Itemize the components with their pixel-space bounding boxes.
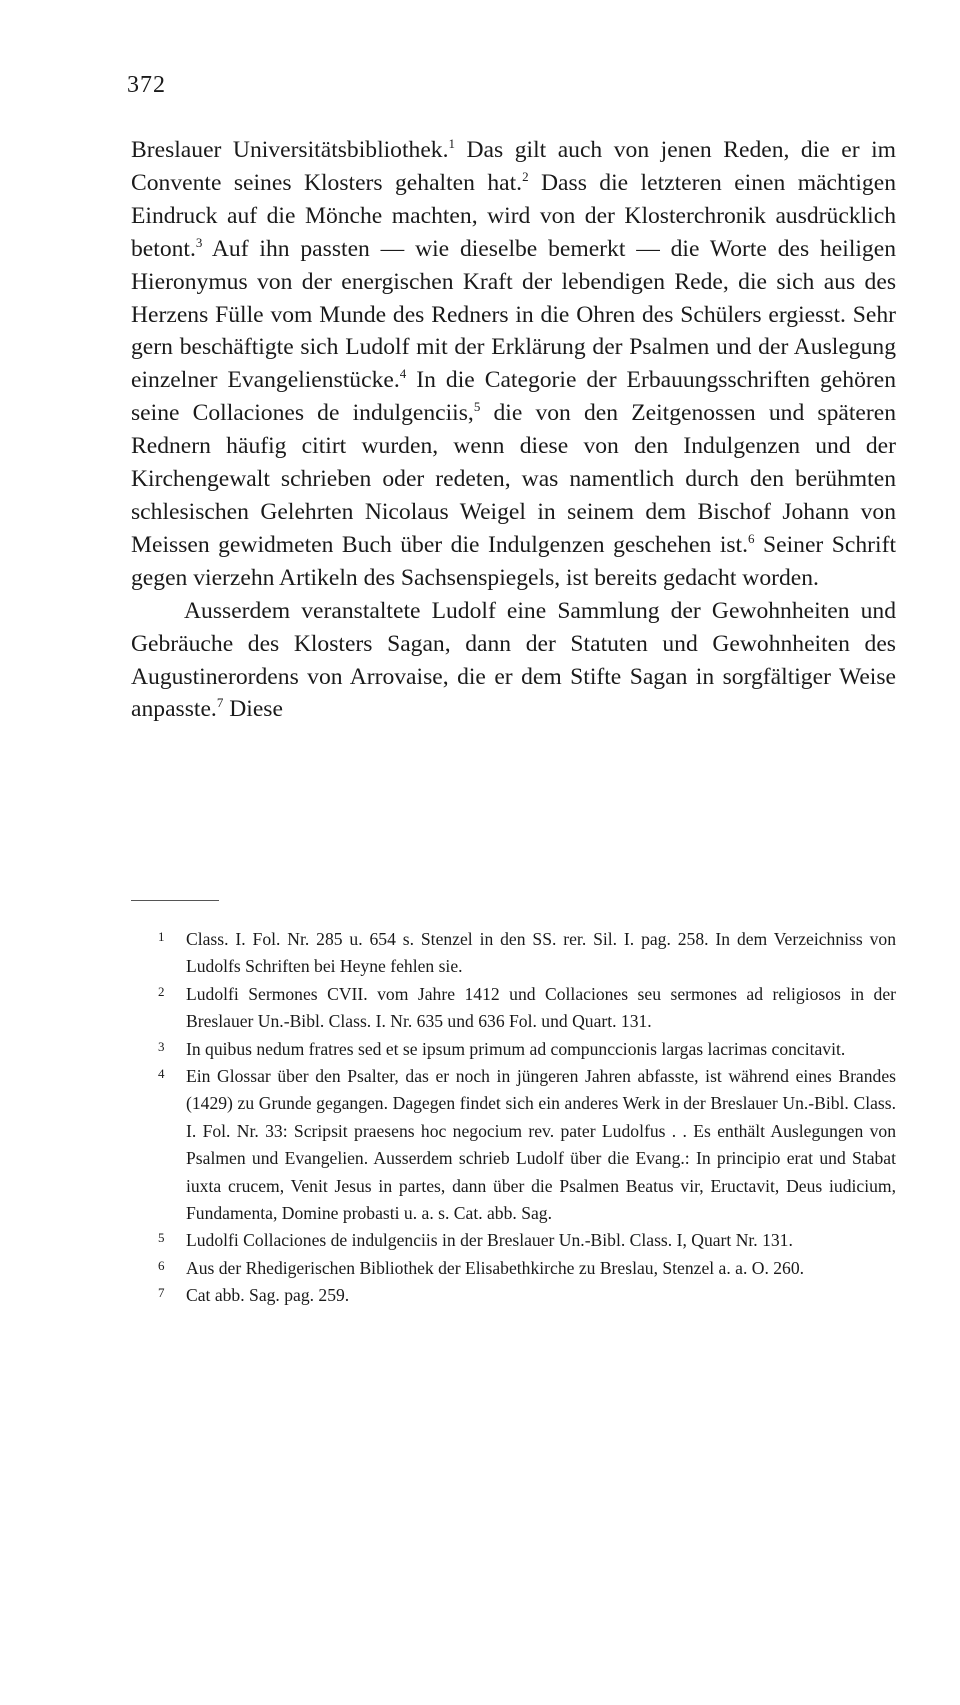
footnote-text: In quibus nedum fratres sed et se ipsum primum ad compunccionis largas lacrimas concitavit. [186,1038,846,1059]
body-text-run: Das gilt auch von jenen Reden, die er im Convente seines Klosters gehalten hat. [131,137,896,196]
footnote-marker: 7 [216,695,224,711]
body-paragraph [131,134,896,595]
body-paragraph [131,595,896,727]
footnote [158,1282,896,1309]
footnotes [158,926,896,1310]
footnote-number: 1 [158,929,165,944]
footnote-number: 4 [158,1066,165,1082]
footnote-marker: 3 [195,234,203,250]
footnote-marker: 5 [473,399,481,415]
footnote [158,926,896,981]
body-text-run: Dass die letzteren einen mächtigen Eindruck auf die Mönche machten, wird von der Klosterchronik ausdrücklich betont. [131,169,896,262]
footnote-number: 2 [158,983,165,999]
page-number: 372 [127,72,166,98]
body-text-run: Seiner Schrift gegen vierzehn Artikeln des Sachsenspiegels, ist bereits gedacht worden. [131,531,896,591]
footnote-marker: 1 [448,136,456,151]
footnote [158,981,896,1036]
footnote-text: Ludolfi Collaciones de indulgenciis in der Breslauer Un.-Bibl. Class. I, Quart Nr. 131. [186,1230,793,1251]
footnote-number: 7 [158,1285,165,1301]
body-text-run: Ausserdem veranstaltete Ludolf eine Sammlung der Gewohnheiten und Gebräuche des Klosters Sagan, dann der Statuten und Gewohnheiten des Augustinerordens von Arrovaise, die er dem Stifte Sagan in sorgfältiger Weise anpasste. [131,597,896,723]
body-text-run: die von den Zeitgenossen und späteren Rednern häufig citirt wurden, wenn diese von den Indulgenzen und der Kirchengewalt schrieben oder redeten, was namentlich durch den berühmten schlesischen Gelehrten Nicolaus Weigel in seinem dem Bischof Johann von Meissen gewidmeten Buch über die Indulgenzen geschehen ist. [131,400,897,558]
footnote [158,1227,896,1254]
footnote-text: Cat abb. Sag. pag. 259. [186,1285,350,1306]
footnote-text: Class. I. Fol. Nr. 285 u. 654 s. Stenzel in den SS. rer. Sil. I. pag. 258. In dem Verzeichniss von Ludolfs Schriften bei Heyne fehlen sie. [186,929,896,977]
footnote-number: 5 [158,1230,165,1246]
footnote-text: Ein Glossar über den Psalter, das er noch in jüngeren Jahren abfasste, ist während eines Brandes (1429) zu Grunde gegangen. Dagegen findet sich ein anderes Werk in der Breslauer Un.-Bibl. Class. I. Fol. Nr. 33: Scripsit praesens hoc negocium rev. pater Ludolfus . . Es enthält Auslegungen von Psalmen und Evangelien. Ausserdem schrieb Ludolf über die Evang.: In principio erat und Stabat iuxta crucem, Venit Jesus in partes, dann über die Psalmen Beatus vir, Eructavit, Deus iudicium, Fundamenta, Domine probasti u. a. s. Cat. abb. Sag. [186,1066,896,1224]
footnote-number: 6 [158,1257,165,1273]
footnote-text: Ludolfi Sermones CVII. vom Jahre 1412 und Collaciones seu sermones ad religiosos in der Breslauer Un.-Bibl. Class. I. Nr. 635 und 636 Fol. und Quart. 131. [186,983,896,1032]
footnote-marker: 2 [522,168,529,184]
footnote-marker: 4 [399,366,407,382]
body-text-run: Auf ihn passten — wie dieselbe bemerkt — die Worte des heiligen Hieronymus von der energischen Kraft der lebendigen Rede, die sich aus des Herzens Fülle vom Munde des Redners in die Ohren des Schülers ergiesst. Sehr gern beschäftigte sich Ludolf mit der Erklärung der Psalmen und der Auslegung einzelner Evangelienstücke. [131,235,896,394]
footnote-text: Aus der Rhedigerischen Bibliothek der Elisabethkirche zu Breslau, Stenzel a. a. O. 260. [186,1257,805,1278]
body-text-run: Breslauer Universitätsbibliothek. [131,137,449,163]
body-text-run: In die Categorie der Erbauungsschriften gehören seine Collaciones de indulgenciis, [131,367,896,427]
footnote-marker: 6 [748,530,755,546]
body-text-run: Diese [223,696,283,723]
footnote [158,1255,896,1282]
footnote [158,1036,896,1063]
main-text [131,134,896,726]
footnote-separator [131,900,219,901]
footnote [158,1063,896,1227]
footnote-number: 3 [158,1038,165,1054]
